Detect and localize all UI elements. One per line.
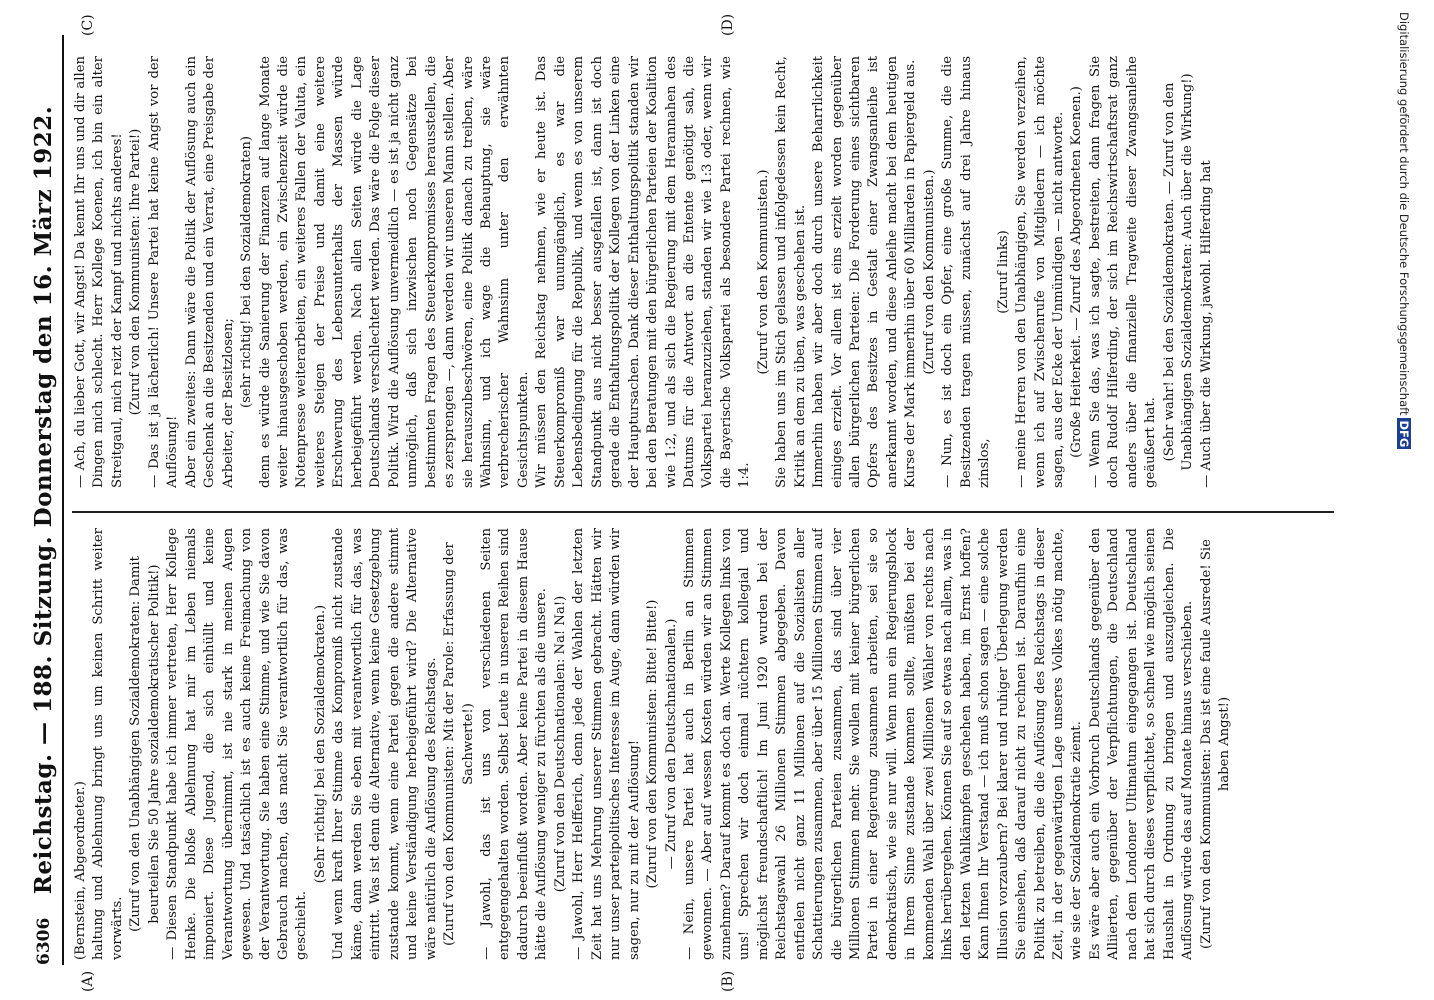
paragraph: — meine Herren von den Unabhängigen, Sie werden verzeihen, wenn ich auf Zwischenrufe von Mitgliedern — ich möchte sagen, aus der Ecke der Unmündigen — nicht antworte.: [1014, 56, 1067, 488]
page-number: 6306: [34, 917, 54, 965]
paragraph: — Auch über die Wirkung, jawohl. Hilferding hat: [1198, 160, 1214, 488]
margin-mark-a: (A): [80, 970, 96, 992]
digitization-note-text: Digitalisierung gefördert durch die Deutsche Forschungsgemeinschaft: [1397, 12, 1411, 416]
paragraph: (Zuruf links): [995, 230, 1011, 314]
paragraph: Sie haben uns im Stich gelassen und infolgedessen kein Recht, Kritik an dem zu üben, was geschehen ist.: [774, 56, 808, 488]
paragraph: Es wäre aber auch ein Vorbruch Deutschlands gegenüber den Alliierten, gegenüber der Verpflichtungen, die Deutschland nach dem Londoner Ultimatum eingegangen ist. Deutschland hat sich durch dieses verpflichtet, so schnell wie möglich seinen Haushalt in Ordnung zu bringen und auszugleichen. Die Auflösung würde das auf Monate hinaus verschieben.: [1087, 528, 1196, 960]
paragraph: haltung und Ablehnung bringt uns um keinen Schritt weiter vorwärts.: [91, 528, 125, 960]
paragraph: (Zuruf von den Kommunisten: Mit der Parole: Erfassung der Sachwerte!): [442, 542, 476, 946]
paragraph: — Jawohl, das ist uns von verschiedenen Seiten entgegengehalten worden. Selbst Leute in unseren Reihen sind dadurch beeinflußt worden. Aber keine Partei in diesem Hause hätte die Auflösung weniger zu fürchten als die unsere.: [478, 528, 550, 960]
paragraph: — Wenn Sie das, was ich sagte, bestreiten, dann fragen Sie doch Rudolf Hilferding, der sich im Reichswirtschaftsrat ganz anders über die finanzielle Tragweite dieser Zwangsanleihe geäußert hat.: [1087, 56, 1159, 488]
paragraph: (Sehr richtig! bei den Sozialdemokraten.): [312, 604, 328, 884]
paragraph: (Zuruf von den Kommunisten: Bitte! Bitte!): [645, 599, 661, 889]
paragraph: Aber ein zweites: Dann wäre die Politik der Auflösung auch ein Geschenk an die Besitzenden und ein Verrat, eine Preisgabe der Arbeiter, der Besitzlosen;: [183, 56, 236, 488]
paragraph: — Das ist ja lächerlich! Unsere Partei hat keine Angst vor der Auflösung!: [146, 56, 181, 488]
paragraph: (Sehr wahr! bei den Sozialdemokraten. — Zuruf von den Unabhängigen Sozialdemokraten: Auch über die Wirkung!): [1161, 73, 1196, 471]
paragraph: — Nun, es ist doch ein Opfer, eine große Summe, die die Besitzenden tragen müssen, zunächst auf drei Jahre hinaus zinslos,: [940, 56, 993, 488]
paragraph: Und wenn kraft Ihrer Stimme das Kompromiß nicht zustande käme, dann werden Sie eben mit verantwortlich für das, was eintritt. Was ist denn die Alternative, wenn keine Gesetzgebung zustande kommt, wenn eine Partei gegen die andere stimmt und keine Verständigung herbeigeführt wird? Die Alternative wäre natürlich die Auflösung des Reichstags.: [331, 528, 439, 960]
paragraph: (Bernstein, Abgeordneter.): [73, 781, 88, 960]
paragraph: — Ach, du lieber Gott, wir Angst! Da kennt Ihr uns und dir allen Dingen mich schlecht. Herr Kollege Koenen, ich bin ein alter Streitgaul, mich reizt der Kampf und nichts anderes!: [73, 56, 125, 488]
paragraph: (Zuruf von den Kommunisten.): [921, 169, 937, 375]
margin-mark-c: (C): [80, 14, 96, 36]
margin-mark-b: (B): [720, 970, 736, 992]
paragraph: (Zuruf von den Unabhängigen Sozialdemokraten: Damit beurteilen Sie 50 Jahre sozialdemokratischer Politik!): [128, 556, 162, 932]
paragraph: Immerhin haben wir aber doch durch unsere Beharrlichkeit einiges erzielt. Vor allem ist eins erzielt worden gegenüber allen bürgerlichen Parteien: Die Forderung eines sichtbaren Opfers des Besitzes in Gestalt einer Zwangsanleihe ist anerkannt worden, und diese Anleihe macht bei dem heutigen Kurse der Mark immerhin über 60 Milliarden in Papiergeld aus.: [811, 56, 919, 488]
paragraph: (Große Heiterkeit. — Zuruf des Abgeordneten Koenen.): [1069, 86, 1085, 458]
paragraph: (Zuruf von den Kommunisten.): [755, 169, 771, 375]
paragraph: (sehr richtig! bei den Sozialdemokraten): [239, 136, 255, 408]
paragraph: — Jawohl, Herr Helfferich, denn jede der Wahlen der letzten Zeit hat uns Mehrung unserer Stimmen gebracht. Hätten wir nur unser parteipolitisches Interesse im Auge, dann würden wir sagen, nur zu mit der Auflösung!: [571, 528, 642, 960]
paragraph: — Nein, unsere Partei hat auch in Berlin an Stimmen gewonnen. — Aber auf wessen Kosten würden wir an Stimmen zunehmen? Darauf kommt es doch an. Werte Kollegen links von uns! Sprechen wir doch einmal nüchtern kollegial und möglichst freundschaftlich! Im Juni 1920 wurden bei der Reichstagswahl 26 Millionen Stimmen abgegeben. Davon entfielen nicht ganz 11 Millionen auf die Sozialisten aller Schattierungen zusammen, aber über 15 Millionen Stimmen auf die bürgerlichen Parteien zusammen, das sind über vier Millionen Stimmen mehr. Sie wollen mit keiner bürgerlichen Partei in einer Regierung zusammen arbeiten, sei sie so demokratisch, wie sie nur will. Wenn nun ein Regierungsblock in Ihrem Sinne zustande kommen sollte, müßten bei der kommenden Wahl über zwei Millionen Wähler von rechts nach links herübergehen. Können Sie auf so etwas nach allem, was in den letzten Wahlkämpfen geschehen haben, im Ernst hoffen? Kann Ihnen Ihr Verstand — ich muß schon sagen — eine solche Illusion vorzaubern? Bei klarer und ruhiger Überlegung werden Sie einsehen, daß darauf nicht zu rechnen ist. Daraufhin eine Politik zu betreiben, die die Auflösung des Reichstags in dieser Zeit, in der gegenwärtigen Lage unseres Volkes nötig machte, wie sie der Sozialdemokratie ziemt.: [681, 528, 1085, 960]
paragraph: (Zuruf von den Deutschnationalen: Na! Na!): [552, 595, 568, 893]
margin-mark-d: (D): [720, 13, 736, 36]
digitization-note: [1397, 12, 1422, 448]
page-header: [28, 35, 64, 965]
paragraph: (Zuruf von den Kommunisten: Ihre Partei!): [128, 128, 144, 416]
page-title: Reichstag. — 188. Sitzung. Donnerstag den 16. März 1922.: [30, 105, 57, 895]
dfg-logo: DFG: [1397, 420, 1411, 448]
column-divider: [72, 512, 1334, 514]
paragraph: (Zuruf von den Kommunisten: Das ist eine faule Ausrede! Sie haben Angst!): [1198, 539, 1233, 949]
right-column: [72, 56, 1334, 488]
paragraph: — Diesen Standpunkt habe ich immer vertreten, Herr Kollege Henke. Die bloße Ablehnung hat mir im Leben niemals imponiert. Diese Jugend, die sich einhüllt und keine Verantwortung übernimmt, ist nie stark in meinen Augen gewesen. Und tatsächlich ist es auch keine Freimachung von der Verantwortung. Sie haben eine Stimme, und wie Sie davon Gebrauch machen, das macht Sie verantwortlich für das, was geschieht.: [165, 528, 310, 960]
paragraph: denn es würde die Sanierung der Finanzen auf lange Monate weiter hinausgeschoben werden, ein Zwischenzeit würde die Notenpresse weiterarbeiten, ein weiteres Fallen der Valuta, ein weiteres Steigen der Preise und damit eine weitere Erschwerung des Lebensunterhalts der Massen würde herbeigeführt werden. Nach allen Seiten würde die Lage Deutschlands verschlechtert werden. Das wäre die Folge dieser Politik. Wird die Auflösung unvermeidlich — es ist ja nicht ganz unmöglich, daß sich inzwischen noch Gegensätze bei bestimmten Fragen des Steuerkompromisses herausstellen, die es zersprengen —, dann werden wir unseren Mann stellen. Aber sie herauszubeschwören, eine Politik danach zu treiben, wäre Wahnsinn, und ich wage die Behauptung, sie wäre verbrecherischer Wahnsinn unter den erwähnten Gesichtspunkten.: [257, 56, 531, 488]
left-column: [72, 528, 1334, 960]
paragraph: Wir müssen den Reichstag nehmen, wie er heute ist. Das Steuerkompromiß war unumgänglich, es war die Lebensbedingung für die Republik, und wenn es von unserem Standpunkt aus nicht besser ausgefallen ist, dann ist doch gerade die Enthaltungspolitik der Kollegen von der Linken eine der Hauptursachen. Dank dieser Enthaltungspolitik standen wir bei den Beratungen mit den bürgerlichen Parteien der Koalition wie 1:2, und als sich die Regierung mit dem Herannahen des Datums für die Antwort an die Entente genötigt sah, die Volkspartei heranzuziehen, standen wir wie 1:3 oder, wenn wir die Bayerische Volkspartei als besondere Partei rechnen, wie 1:4.: [534, 56, 753, 488]
paragraph: — Zuruf von den Deutschnationalen.): [663, 618, 679, 870]
